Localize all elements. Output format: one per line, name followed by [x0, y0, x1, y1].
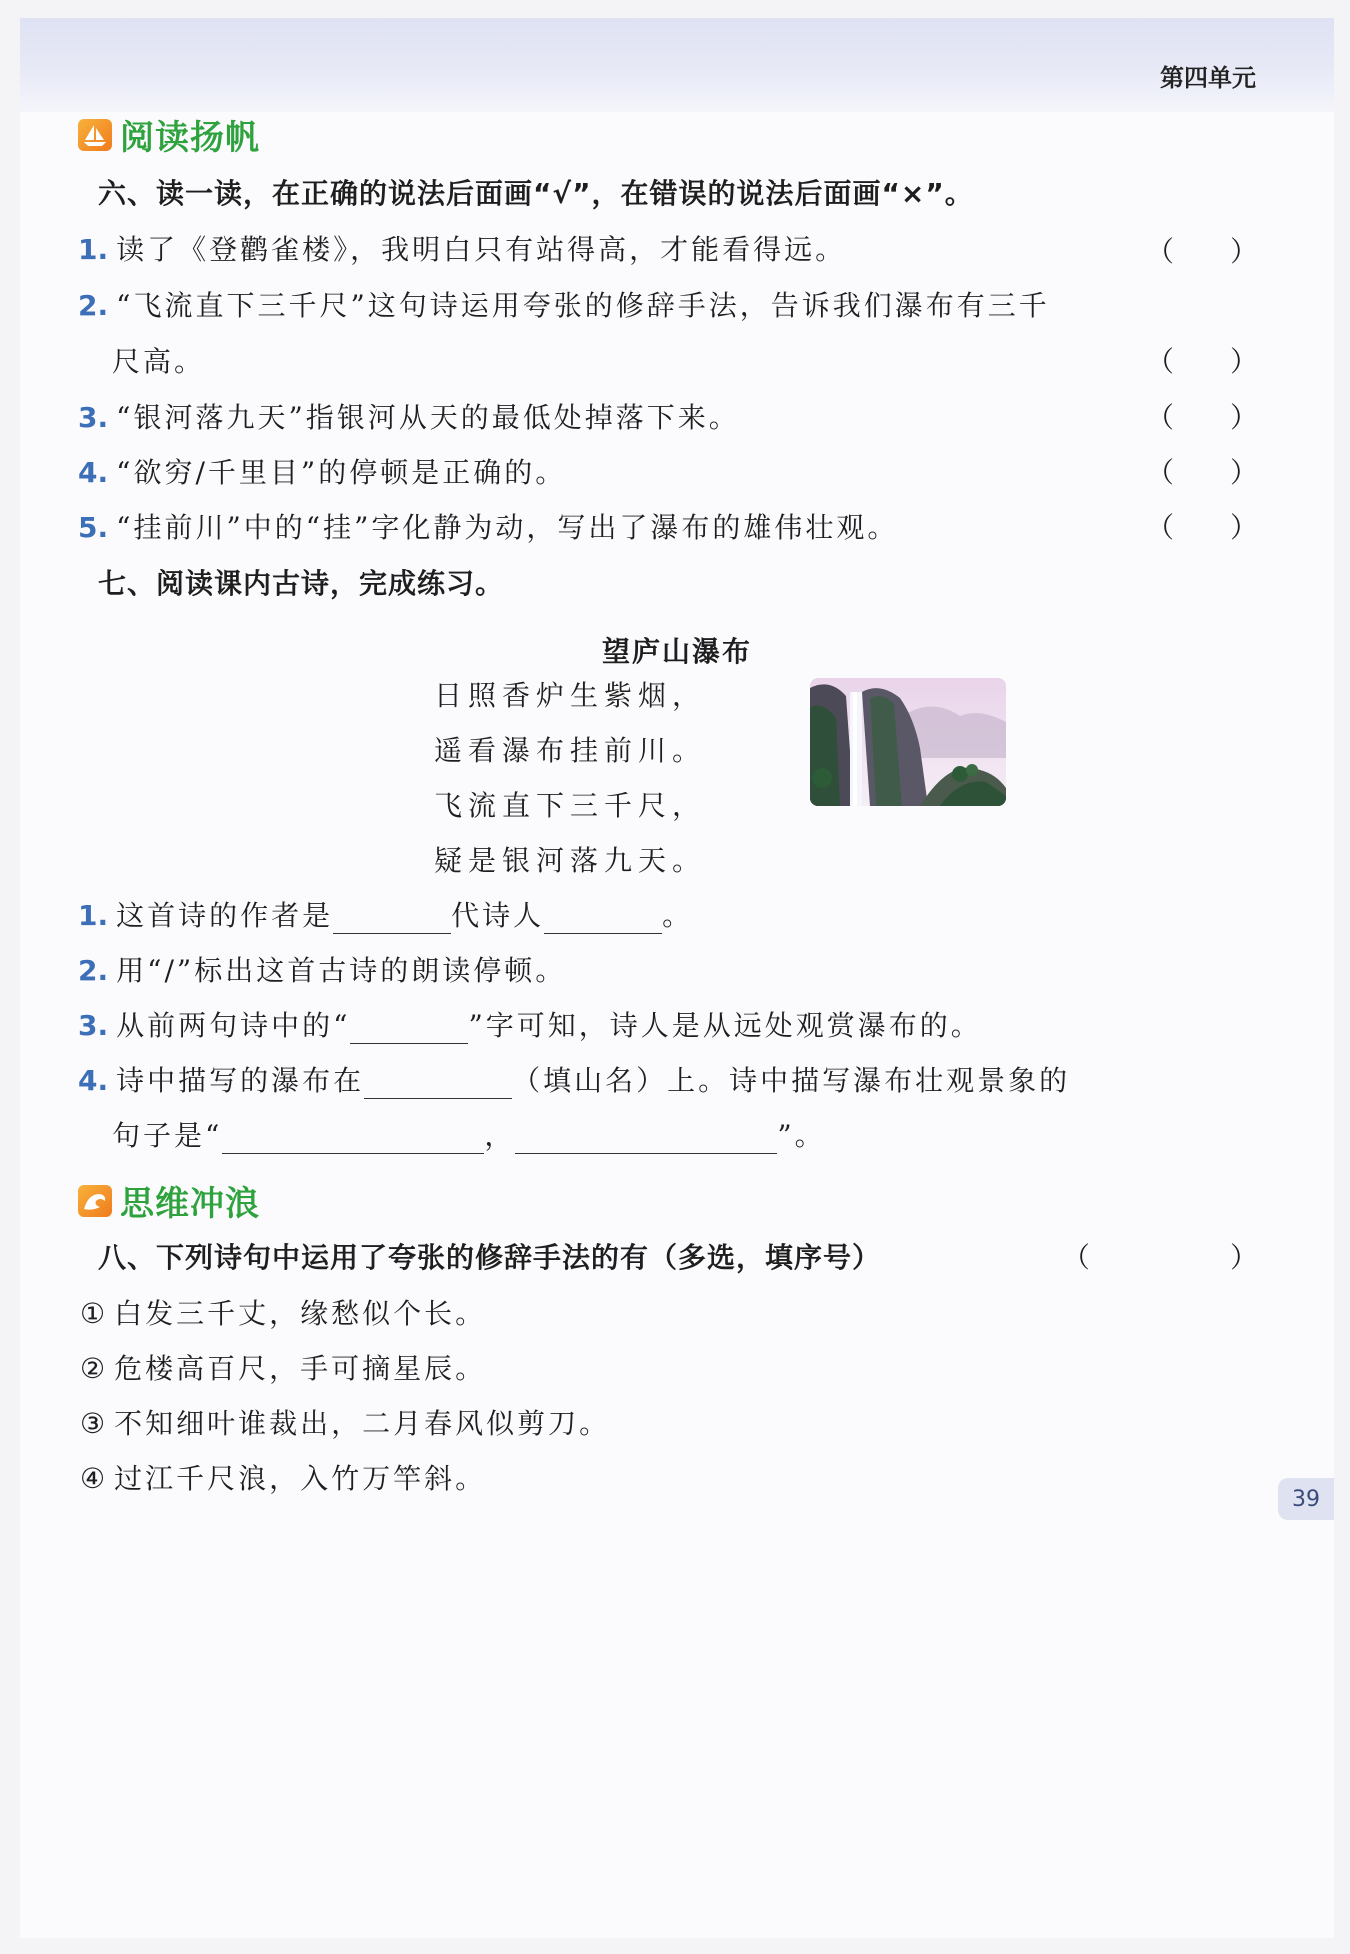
wave-icon: [78, 1185, 112, 1217]
q7-item-2: 2. 用“/”标出这首古诗的朗读停顿。: [78, 954, 567, 987]
q6-item-2: 2. “飞流直下三千尺”这句诗运用夸张的修辞手法，告诉我们瀑布有三千: [78, 289, 1050, 322]
q7-item-3: 3. 从前两句诗中的“ ”字可知，诗人是从远处观赏瀑布的。: [78, 1009, 982, 1042]
question-7-title: 七、阅读课内古诗，完成练习。: [98, 567, 505, 600]
poem-line: 疑是银河落九天。: [434, 844, 707, 877]
answer-paren[interactable]: （ ）: [1061, 1241, 1258, 1274]
fill-blank[interactable]: [333, 905, 451, 934]
section-thinking-title: 思维冲浪: [78, 1176, 260, 1225]
q6-item-4: 4. “欲穷/千里目”的停顿是正确的。: [78, 456, 567, 489]
q8-option: ① 白发三千丈，缘愁似个长。: [80, 1297, 487, 1330]
poem-line: 飞流直下三千尺，: [434, 789, 707, 822]
q7-item-4-cont: 句子是“ ， ”。: [112, 1119, 826, 1152]
q6-item-3: 3. “银河落九天”指银河从天的最低处掉落下来。: [78, 401, 740, 434]
fill-blank[interactable]: [364, 1070, 512, 1099]
q6-item-1: 1. 读了《登鹳雀楼》，我明白只有站得高，才能看得远。: [78, 233, 847, 266]
poem-line: 日照香炉生紫烟，: [434, 679, 707, 712]
answer-paren[interactable]: （ ）: [1145, 401, 1258, 434]
header-banner: [20, 18, 1334, 112]
poem-line: 遥看瀑布挂前川。: [434, 734, 707, 767]
q8-option: ④ 过江千尺浪，入竹万竿斜。: [80, 1462, 487, 1495]
q8-option: ② 危楼高百尺，手可摘星辰。: [80, 1352, 487, 1385]
answer-paren[interactable]: （ ）: [1145, 456, 1258, 489]
question-6-title: 六、读一读，在正确的说法后面画“√”，在错误的说法后面画“×”。: [98, 177, 974, 210]
q7-item-1: 1. 这首诗的作者是 代诗人 。: [78, 899, 694, 932]
waterfall-illustration: [810, 678, 1006, 806]
workbook-page: [20, 18, 1334, 1938]
answer-paren[interactable]: （ ）: [1145, 235, 1258, 268]
unit-label: 第四单元: [1160, 64, 1256, 92]
answer-paren[interactable]: （ ）: [1145, 511, 1258, 544]
fill-blank[interactable]: [350, 1015, 468, 1044]
answer-paren[interactable]: （ ）: [1145, 345, 1258, 378]
fill-blank[interactable]: [515, 1125, 777, 1154]
q6-item-2-cont: 尺高。: [112, 345, 206, 378]
q7-item-4: 4. 诗中描写的瀑布在 （填山名）上。诗中描写瀑布壮观景象的: [78, 1064, 1071, 1097]
q6-item-5: 5. “挂前川”中的“挂”字化静为动，写出了瀑布的雄伟壮观。: [78, 511, 899, 544]
sail-icon: [78, 119, 112, 151]
section-reading-title: 阅读扬帆: [78, 110, 260, 159]
page-number: 39: [1278, 1478, 1334, 1520]
question-8-title: 八、下列诗句中运用了夸张的修辞手法的有（多选，填序号）: [98, 1241, 882, 1274]
fill-blank[interactable]: [222, 1125, 484, 1154]
poem-title: 望庐山瀑布: [601, 635, 752, 668]
fill-blank[interactable]: [544, 905, 662, 934]
q8-option: ③ 不知细叶谁裁出，二月春风似剪刀。: [80, 1407, 611, 1440]
